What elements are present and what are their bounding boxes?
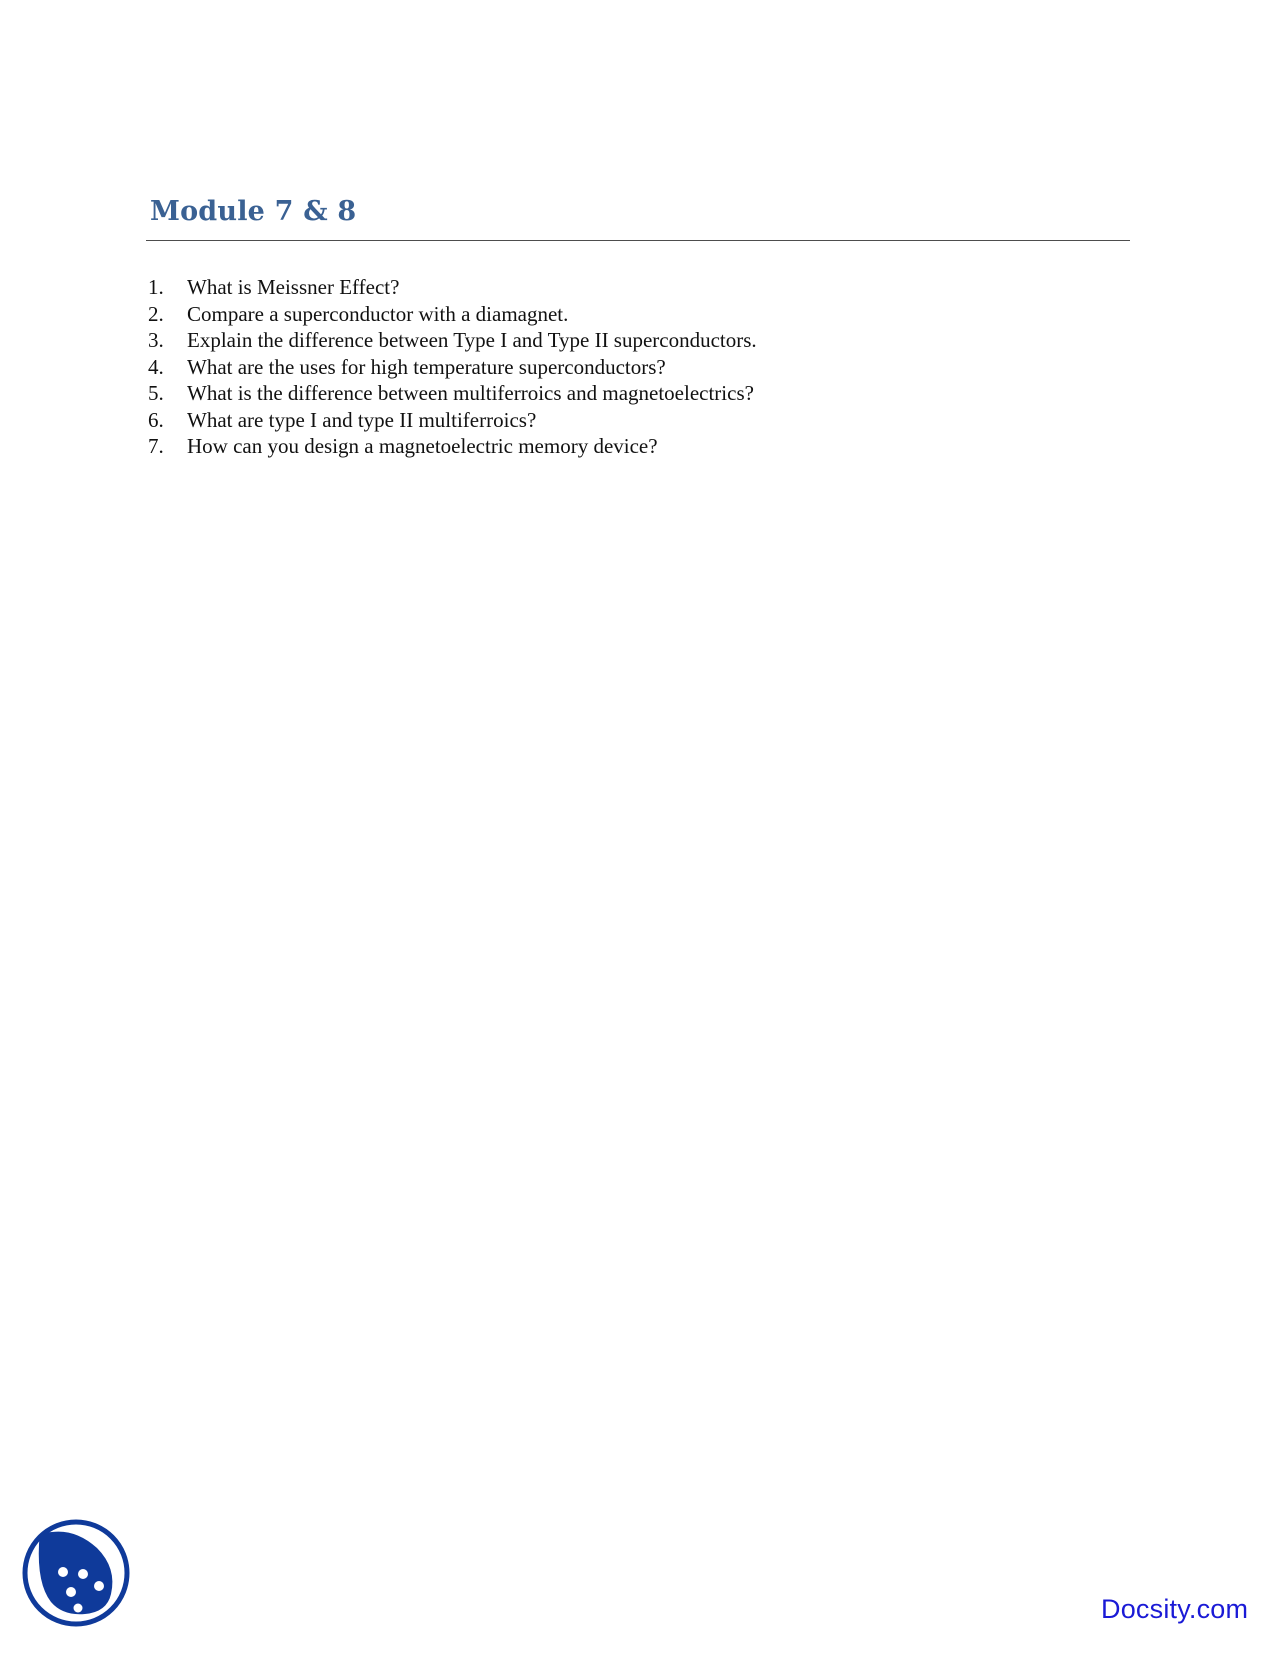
question-text: Compare a superconductor with a diamagnet. [187, 301, 569, 326]
docsity-brand-link[interactable]: Docsity.com [1101, 1594, 1249, 1624]
heading-divider [146, 240, 1130, 241]
question-text: What is the difference between multiferroics and magnetoelectrics? [187, 381, 754, 405]
question-number: 1. [148, 275, 164, 299]
question-number: 6. [148, 407, 164, 432]
list-item [148, 380, 757, 407]
list-item [148, 354, 757, 381]
question-number: 5. [148, 381, 164, 405]
list-item [148, 327, 757, 354]
question-list [148, 274, 757, 460]
list-item [148, 407, 757, 434]
question-text: What are the uses for high temperature superconductors? [187, 354, 666, 379]
docsity-logo-icon[interactable] [21, 1518, 131, 1628]
question-text: How can you design a magnetoelectric memory device? [187, 434, 658, 458]
page-title: Module 7 & 8 [150, 196, 357, 227]
question-number: 7. [148, 434, 164, 458]
question-number: 2. [148, 301, 164, 326]
question-text: What is Meissner Effect? [187, 275, 400, 299]
question-text: Explain the difference between Type I and Type II superconductors. [187, 328, 757, 352]
list-item [148, 301, 757, 328]
question-text: What are type I and type II multiferroics? [187, 407, 537, 432]
question-number: 4. [148, 354, 164, 379]
list-item [148, 433, 757, 460]
list-item [148, 274, 757, 301]
question-number: 3. [148, 328, 164, 352]
docsity-logo-graphic [21, 1518, 131, 1628]
